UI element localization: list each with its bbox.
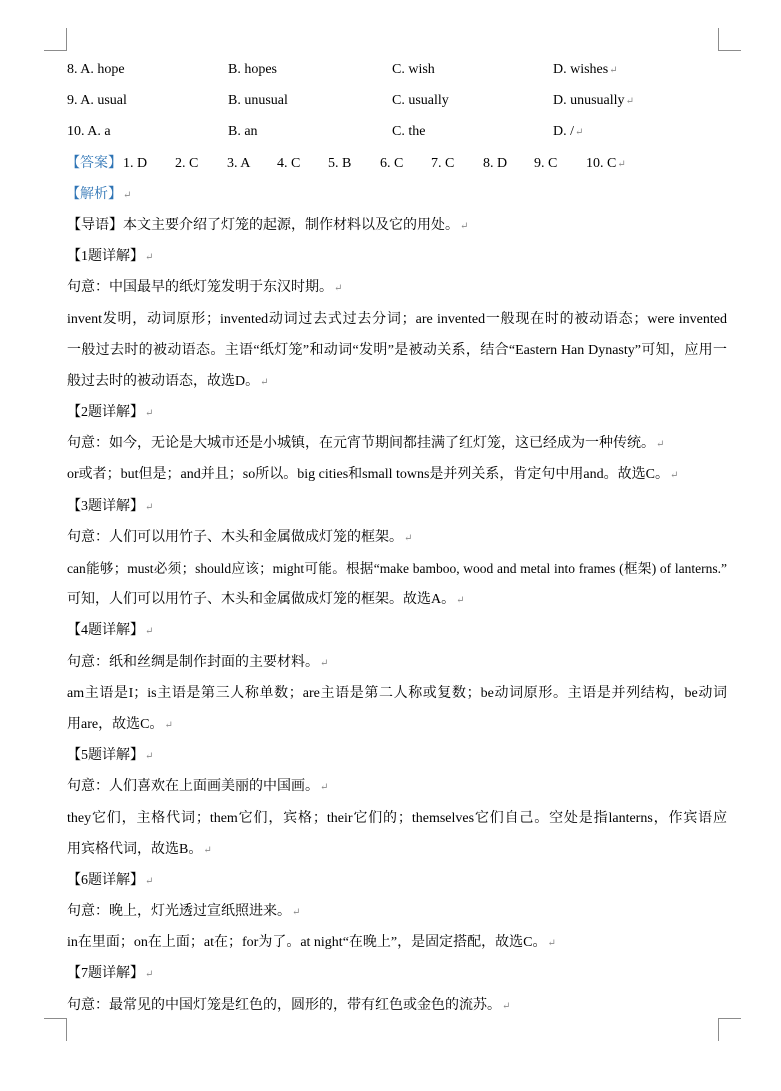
explanation-line: invent发明，动词原形；invented动词过去式过去分词；are invented一般现在时的被动语态；were invented [67,311,727,327]
explanation-line: 般过去时的被动语态，故选D。↵ [67,373,269,389]
explanation-line: 可知，人们可以用竹子、木头和金属做成灯笼的框架。故选A。↵ [67,592,465,608]
explanation-line: 一般过去时的被动语态。主语“纸灯笼”和动词“发明”是被动关系，结合“Eastern Han Dynasty”可知，应用一 [67,342,727,358]
answer-line [67,148,727,179]
sentence-meaning: 句意：中国最早的纸灯笼发明于东汉时期。↵ [67,280,343,296]
explanation-line: can能够；must必须；should应该；might可能。根据“make bamboo, wood and metal into frames (框架) of lanterns.” [67,561,727,576]
sentence-meaning: 句意：如今，无论是大城市还是小城镇，在元宵节期间都挂满了红灯笼，这已经成为一种传统。↵ [67,436,665,452]
explanation-line: or或者；but但是；and并且；so所以。big cities和small towns是并列关系，肯定句中用and。故选C。↵ [67,467,679,483]
answer-item: 7. C [431,155,455,171]
answer-item: 10. C↵ [586,155,626,171]
corner-mark-bottom-left [44,1018,67,1041]
answer-item: 6. C [380,155,404,171]
option-c: C. usually [392,93,449,109]
explanation-line: in在里面；on在上面；at在；for为了。at night“在晚上”，是固定搭配，故选C。↵ [67,935,556,951]
document-body [67,54,727,1021]
answer-item: 8. D [483,155,508,171]
answer-item: 5. B [328,155,352,171]
section-heading: 【2题详解】↵ [67,405,154,421]
section-heading: 【3题详解】↵ [67,498,154,514]
analysis-heading: 【解析】↵ [66,186,132,202]
answer-item: 1. D [123,155,148,171]
section-heading: 【5题详解】↵ [67,748,154,764]
corner-mark-bottom-right [718,1018,741,1041]
option-d: D. wishes↵ [553,62,618,77]
option-d: D. /↵ [553,124,584,140]
option-b: B. hopes [228,62,277,77]
question-options-9 [67,85,727,116]
option-a: 10. A. a [67,124,111,140]
intro-text: 【导语】本文主要介绍了灯笼的起源，制作材料以及它的用处。 [67,217,459,233]
explanation-line: they它们，主格代词；them它们，宾格；their它们的；themselves它们自己。空处是指lanterns，作宾语应 [67,810,727,826]
explanation-line: am主语是I；is主语是第三人称单数；are主语是第二人称或复数；be动词原形。主语是并列结构，be动词 [67,685,727,701]
sentence-meaning: 句意：人们可以用竹子、木头和金属做成灯笼的框架。↵ [67,529,413,545]
option-c: C. wish [392,62,435,77]
answer-item: 9. C [534,155,558,171]
answer-label: 【答案】 [66,155,122,171]
section-heading: 【6题详解】↵ [67,872,154,888]
explanation-line: 用宾格代词，故选B。↵ [67,841,212,857]
option-a: 9. A. usual [67,93,127,109]
answer-item: 4. C [277,155,301,171]
corner-mark-top-left [44,28,67,51]
sentence-meaning: 句意：人们喜欢在上面画美丽的中国画。↵ [67,779,329,795]
section-heading: 【4题详解】↵ [67,623,154,639]
option-b: B. an [228,124,258,140]
explanation-line: 用are，故选C。↵ [67,716,173,732]
option-b: B. unusual [228,93,288,109]
sentence-meaning: 句意：晚上，灯光透过宣纸照进来。↵ [67,904,301,920]
section-heading: 【1题详解】↵ [67,249,154,265]
section-heading: 【7题详解】↵ [67,966,154,982]
sentence-meaning: 句意：最常见的中国灯笼是红色的，圆形的，带有红色或金色的流苏。↵ [67,997,511,1013]
option-a: 8. A. hope [67,62,125,77]
option-d: D. unusually↵ [553,93,634,109]
sentence-meaning: 句意：纸和丝绸是制作封面的主要材料。↵ [67,654,329,670]
answer-item: 3. A [227,155,251,171]
question-options-10 [67,116,727,147]
answer-item: 2. C [175,155,199,171]
question-options-8 [67,54,727,85]
analysis-label: 【解析】 [66,186,122,202]
corner-mark-top-right [718,28,741,51]
option-c: C. the [392,124,426,140]
intro-line: 【导语】本文主要介绍了灯笼的起源，制作材料以及它的用处。↵ [67,217,469,233]
